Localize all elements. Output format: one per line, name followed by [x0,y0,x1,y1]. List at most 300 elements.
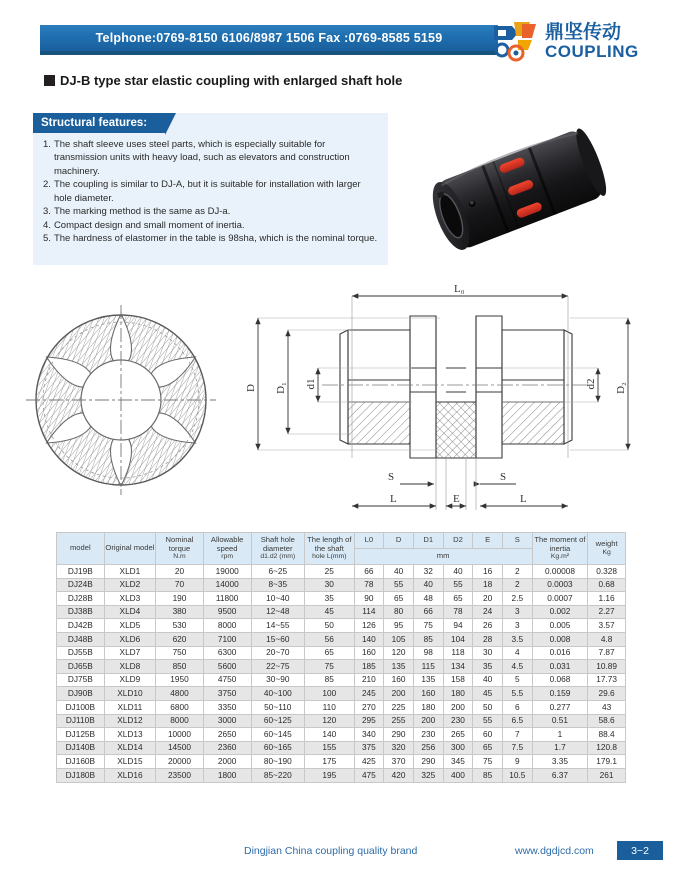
table-cell-d2: 200 [443,700,473,714]
table-cell-d: 370 [384,755,414,769]
col-header-nominal-torque-unit: N.m [173,553,186,561]
table-cell-d1: 180 [413,700,443,714]
table-cell-nominal-torque: 380 [156,605,204,619]
table-cell-shaft-hole-diameter: 60~165 [251,741,305,755]
table-cell-s: 5.5 [502,687,532,701]
table-cell-d2: 230 [443,714,473,728]
table-cell-d2: 158 [443,673,473,687]
table-cell-original-model: XLD6 [104,632,156,646]
table-cell-weight: 10.89 [588,660,626,674]
logo-english-text: COUPLING [545,41,639,61]
table-cell-the-moment-of-inertia: 0.00008 [532,565,588,579]
table-header [57,533,626,565]
table-cell-original-model: XLD14 [104,741,156,755]
table-cell-e: 65 [473,741,503,755]
table-cell-e: 55 [473,714,503,728]
table-cell-d1: 66 [413,605,443,619]
table-cell-weight: 4.8 [588,632,626,646]
table-cell-nominal-torque: 1950 [156,673,204,687]
table-cell-the-moment-of-inertia: 1.7 [532,741,588,755]
table-cell-e: 28 [473,632,503,646]
table-cell-nominal-torque: 6800 [156,700,204,714]
table-cell-s: 9 [502,755,532,769]
table-row [57,741,626,755]
table-cell-d2: 400 [443,768,473,782]
table-cell-allowable-speed: 14000 [203,578,251,592]
table-cell-d1: 85 [413,632,443,646]
table-cell-model: DJ65B [57,660,105,674]
table-cell-the-length-of-the-shaft: 100 [305,687,354,701]
list-item [43,138,378,178]
logo-chinese-text: 鼎坚传动 [545,21,622,43]
table-cell-weight: 2.27 [588,605,626,619]
table-cell-model: DJ125B [57,728,105,742]
table-cell-e: 45 [473,687,503,701]
list-item [43,205,378,218]
table-cell-allowable-speed: 11800 [203,592,251,606]
dimension-label-S-left: S [388,471,395,483]
col-header-nominal-torque [156,533,204,565]
table-row [57,565,626,579]
table-cell-nominal-torque: 8000 [156,714,204,728]
col-header-weight-label: weight [595,539,618,549]
table-cell-allowable-speed: 2360 [203,741,251,755]
table-row [57,768,626,782]
dimension-label-L0: L₀ [454,283,465,295]
table-cell-l0: 90 [354,592,384,606]
list-item [43,178,378,205]
table-cell-l0: 126 [354,619,384,633]
table-cell-the-length-of-the-shaft: 50 [305,619,354,633]
table-cell-nominal-torque: 850 [156,660,204,674]
specification-table [56,532,626,783]
page-title-text: DJ-B type star elastic coupling with enlarged shaft hole [60,73,403,88]
table-cell-model: DJ42B [57,619,105,633]
table-cell-the-moment-of-inertia: 0.277 [532,700,588,714]
col-header-L0: L0 [354,533,384,549]
list-item-number: 1. [43,139,51,150]
list-item-text: The marking method is the same as DJ-a. [53,206,231,218]
dimension-label-D1: D₁ [275,382,287,394]
table-cell-s: 7 [502,728,532,742]
col-header-D: D [384,533,414,549]
table-header-row-1 [57,533,626,549]
table-cell-model: DJ19B [57,565,105,579]
table-cell-the-moment-of-inertia: 0.0007 [532,592,588,606]
table-cell-model: DJ48B [57,632,105,646]
table-cell-d2: 265 [443,728,473,742]
table-cell-s: 2.5 [502,592,532,606]
star-elastomer-front-view-drawing [12,292,230,508]
table-cell-allowable-speed: 2000 [203,755,251,769]
col-header-shaft-hole-length-label: The length of the shaft [307,535,352,553]
table-cell-nominal-torque: 20000 [156,755,204,769]
table-row [57,605,626,619]
table-cell-model: DJ100B [57,700,105,714]
col-header-D1: D1 [413,533,443,549]
list-item-number: 2. [43,179,51,191]
table-cell-e: 26 [473,619,503,633]
table-cell-shaft-hole-diameter: 60~145 [251,728,305,742]
table-cell-d1: 40 [413,578,443,592]
table-cell-the-length-of-the-shaft: 85 [305,673,354,687]
table-cell-s: 3 [502,619,532,633]
table-cell-original-model: XLD4 [104,605,156,619]
table-cell-shaft-hole-diameter: 50~110 [251,700,305,714]
table-cell-d: 65 [384,592,414,606]
table-cell-d1: 325 [413,768,443,782]
table-row [57,673,626,687]
table-row [57,619,626,633]
table-cell-e: 20 [473,592,503,606]
table-cell-the-length-of-the-shaft: 25 [305,565,354,579]
table-row [57,660,626,674]
table-cell-d: 40 [384,565,414,579]
table-cell-s: 10.5 [502,768,532,782]
table-cell-weight: 29.6 [588,687,626,701]
table-cell-shaft-hole-diameter: 14~55 [251,619,305,633]
table-cell-allowable-speed: 1800 [203,768,251,782]
table-cell-model: DJ38B [57,605,105,619]
table-cell-original-model: XLD16 [104,768,156,782]
table-cell-the-moment-of-inertia: 0.068 [532,673,588,687]
table-cell-the-length-of-the-shaft: 75 [305,660,354,674]
dimension-label-D: D [245,384,257,392]
table-cell-d1: 75 [413,619,443,633]
table-cell-weight: 0.328 [588,565,626,579]
table-cell-d: 120 [384,646,414,660]
table-cell-model: DJ55B [57,646,105,660]
table-cell-d: 255 [384,714,414,728]
contact-header-bar [40,25,498,55]
table-cell-the-length-of-the-shaft: 65 [305,646,354,660]
list-item [43,232,378,245]
table-cell-the-length-of-the-shaft: 110 [305,700,354,714]
table-cell-d2: 180 [443,687,473,701]
table-cell-s: 2 [502,578,532,592]
table-cell-allowable-speed: 6300 [203,646,251,660]
list-item [43,219,378,232]
cross-section-dimension-drawing [240,272,680,520]
table-cell-nominal-torque: 750 [156,646,204,660]
table-cell-d: 200 [384,687,414,701]
table-cell-allowable-speed: 3350 [203,700,251,714]
table-body [57,565,626,783]
col-header-moment-of-inertia-unit: Kg.m² [550,553,570,561]
col-header-original-model: Original model [104,533,156,565]
table-cell-d2: 78 [443,605,473,619]
table-cell-nominal-torque: 10000 [156,728,204,742]
table-cell-allowable-speed: 7100 [203,632,251,646]
table-cell-nominal-torque: 23500 [156,768,204,782]
table-cell-allowable-speed: 5600 [203,660,251,674]
col-header-model: model [57,533,105,565]
table-cell-original-model: XLD12 [104,714,156,728]
col-header-moment-of-inertia [532,533,588,565]
table-cell-l0: 210 [354,673,384,687]
table-cell-shaft-hole-diameter: 8~35 [251,578,305,592]
table-cell-d: 420 [384,768,414,782]
table-cell-the-moment-of-inertia: 1 [532,728,588,742]
list-item-number: 3. [43,206,51,218]
col-header-shaft-hole-length [305,533,354,565]
table-cell-e: 50 [473,700,503,714]
structural-features-heading: Structural features: [33,113,165,133]
table-cell-allowable-speed: 19000 [203,565,251,579]
table-cell-d2: 104 [443,632,473,646]
list-item-number: 4. [43,219,51,231]
table-cell-l0: 475 [354,768,384,782]
table-cell-l0: 140 [354,632,384,646]
col-header-mm-span: mm [354,549,532,565]
list-item-number: 5. [43,233,51,245]
table-cell-d: 290 [384,728,414,742]
table-cell-d1: 115 [413,660,443,674]
table-cell-d: 80 [384,605,414,619]
table-cell-e: 35 [473,660,503,674]
table-cell-shaft-hole-diameter: 20~70 [251,646,305,660]
structural-features-list [33,133,388,246]
table-cell-the-length-of-the-shaft: 155 [305,741,354,755]
table-cell-s: 6.5 [502,714,532,728]
table-cell-weight: 43 [588,700,626,714]
table-cell-l0: 295 [354,714,384,728]
table-cell-the-length-of-the-shaft: 195 [305,768,354,782]
table-row [57,646,626,660]
table-cell-the-moment-of-inertia: 6.37 [532,768,588,782]
table-cell-d1: 48 [413,592,443,606]
table-cell-allowable-speed: 8000 [203,619,251,633]
table-row [57,755,626,769]
table-cell-weight: 88.4 [588,728,626,742]
table-cell-d: 320 [384,741,414,755]
table-cell-the-moment-of-inertia: 0.031 [532,660,588,674]
table-cell-original-model: XLD8 [104,660,156,674]
dimension-label-D2: D₂ [615,382,627,394]
table-cell-l0: 425 [354,755,384,769]
dimension-label-L-left: L [390,493,397,505]
table-cell-shaft-hole-diameter: 80~190 [251,755,305,769]
table-cell-original-model: XLD9 [104,673,156,687]
table-cell-nominal-torque: 20 [156,565,204,579]
table-cell-allowable-speed: 4750 [203,673,251,687]
table-cell-s: 4 [502,646,532,660]
table-cell-weight: 17.73 [588,673,626,687]
table-cell-d2: 55 [443,578,473,592]
col-header-shaft-hole-diameter-label: Shaft hole diameter [260,535,295,553]
table-cell-the-length-of-the-shaft: 140 [305,728,354,742]
table-cell-l0: 185 [354,660,384,674]
table-cell-the-moment-of-inertia: 0.016 [532,646,588,660]
table-cell-s: 7.5 [502,741,532,755]
table-cell-e: 60 [473,728,503,742]
table-cell-model: DJ140B [57,741,105,755]
table-cell-nominal-torque: 530 [156,619,204,633]
structural-features-panel [33,113,388,265]
table-cell-d1: 98 [413,646,443,660]
table-row [57,578,626,592]
table-cell-s: 4.5 [502,660,532,674]
table-row [57,687,626,701]
table-cell-l0: 340 [354,728,384,742]
table-cell-e: 85 [473,768,503,782]
table-cell-the-moment-of-inertia: 0.51 [532,714,588,728]
table-row [57,714,626,728]
table-cell-original-model: XLD11 [104,700,156,714]
table-cell-the-moment-of-inertia: 0.008 [532,632,588,646]
table-row [57,728,626,742]
table-cell-d1: 32 [413,565,443,579]
table-cell-shaft-hole-diameter: 85~220 [251,768,305,782]
table-cell-weight: 0.68 [588,578,626,592]
table-cell-d: 225 [384,700,414,714]
table-row [57,632,626,646]
table-cell-e: 16 [473,565,503,579]
table-cell-weight: 1.16 [588,592,626,606]
table-cell-model: DJ110B [57,714,105,728]
table-cell-d2: 94 [443,619,473,633]
table-cell-nominal-torque: 70 [156,578,204,592]
table-cell-s: 3 [502,605,532,619]
col-header-allowable-speed-label: Allowable speed [210,535,244,553]
table-cell-d1: 256 [413,741,443,755]
product-photo-coupling [408,122,640,254]
table-cell-the-length-of-the-shaft: 120 [305,714,354,728]
table-cell-original-model: XLD3 [104,592,156,606]
col-header-S: S [502,533,532,549]
table-cell-weight: 261 [588,768,626,782]
table-cell-d: 95 [384,619,414,633]
table-cell-model: DJ160B [57,755,105,769]
table-cell-s: 5 [502,673,532,687]
table-cell-shaft-hole-diameter: 60~125 [251,714,305,728]
table-cell-original-model: XLD2 [104,578,156,592]
table-cell-nominal-torque: 620 [156,632,204,646]
company-logo [492,18,678,64]
table-cell-e: 30 [473,646,503,660]
table-cell-e: 24 [473,605,503,619]
table-cell-shaft-hole-diameter: 30~90 [251,673,305,687]
col-header-shaft-hole-diameter [251,533,305,565]
table-cell-l0: 245 [354,687,384,701]
table-cell-original-model: XLD1 [104,565,156,579]
table-cell-d2: 118 [443,646,473,660]
table-cell-nominal-torque: 4800 [156,687,204,701]
col-header-E: E [473,533,503,549]
dimension-label-E: E [453,493,460,505]
dimension-label-d1: d1 [305,378,317,390]
table-cell-e: 40 [473,673,503,687]
footer-brand-text: Dingjian China coupling quality brand [244,845,418,857]
table-cell-original-model: XLD7 [104,646,156,660]
table-cell-the-length-of-the-shaft: 56 [305,632,354,646]
table-cell-weight: 120.8 [588,741,626,755]
gear-coupling-logo-icon [492,20,540,62]
dimension-label-d2: d2 [585,378,597,390]
phone-fax-text: Telphone:0769-8150 6106/8987 1506 Fax :0769-8585 5159 [95,31,443,45]
table-cell-the-length-of-the-shaft: 175 [305,755,354,769]
table-cell-weight: 3.57 [588,619,626,633]
table-cell-l0: 66 [354,565,384,579]
table-cell-original-model: XLD15 [104,755,156,769]
table-row [57,700,626,714]
table-cell-the-moment-of-inertia: 0.005 [532,619,588,633]
table-cell-the-length-of-the-shaft: 35 [305,592,354,606]
col-header-shaft-hole-length-unit: hole L(mm) [312,553,347,561]
table-cell-original-model: XLD13 [104,728,156,742]
table-cell-d2: 134 [443,660,473,674]
table-cell-model: DJ75B [57,673,105,687]
table-cell-original-model: XLD10 [104,687,156,701]
table-cell-l0: 78 [354,578,384,592]
dimension-label-S-right: S [500,471,507,483]
table-cell-e: 18 [473,578,503,592]
table-cell-shaft-hole-diameter: 10~40 [251,592,305,606]
table-cell-allowable-speed: 3000 [203,714,251,728]
table-cell-d1: 230 [413,728,443,742]
table-cell-weight: 7.87 [588,646,626,660]
table-cell-s: 3.5 [502,632,532,646]
table-cell-d1: 200 [413,714,443,728]
table-cell-d: 135 [384,660,414,674]
table-cell-weight: 58.6 [588,714,626,728]
table-cell-l0: 114 [354,605,384,619]
table-cell-d: 55 [384,578,414,592]
table-cell-original-model: XLD5 [104,619,156,633]
table-cell-nominal-torque: 14500 [156,741,204,755]
table-cell-the-moment-of-inertia: 0.159 [532,687,588,701]
table-cell-d1: 290 [413,755,443,769]
col-header-allowable-speed-unit: rpm [221,553,234,561]
table-cell-shaft-hole-diameter: 22~75 [251,660,305,674]
footer-divider [0,830,680,831]
dimension-label-L-right: L [520,493,527,505]
table-cell-shaft-hole-diameter: 12~48 [251,605,305,619]
list-item-text: The shaft sleeve uses steel parts, which is especially suitable for transmission units with heavy load, such as elevators and construction machinery. [53,139,350,177]
table-cell-d: 105 [384,632,414,646]
table-cell-the-moment-of-inertia: 3.35 [532,755,588,769]
col-header-nominal-torque-label: Nominal torque [165,535,194,553]
col-header-shaft-hole-diameter-unit: d1.d2 (mm) [260,553,296,561]
table-cell-s: 2 [502,565,532,579]
table-cell-d2: 40 [443,565,473,579]
table-cell-shaft-hole-diameter: 40~100 [251,687,305,701]
table-cell-the-moment-of-inertia: 0.002 [532,605,588,619]
table-cell-s: 6 [502,700,532,714]
list-item-text: The hardness of elastomer in the table is 98sha, which is the nominal torque. [53,233,378,245]
table-cell-model: DJ28B [57,592,105,606]
table-cell-d2: 300 [443,741,473,755]
table-cell-model: DJ90B [57,687,105,701]
table-cell-model: DJ180B [57,768,105,782]
table-cell-e: 75 [473,755,503,769]
table-cell-d: 160 [384,673,414,687]
table-cell-the-length-of-the-shaft: 30 [305,578,354,592]
table-cell-shaft-hole-diameter: 15~60 [251,632,305,646]
table-cell-d1: 135 [413,673,443,687]
list-item-text: The coupling is similar to DJ-A, but it is suitable for installation with larger hole diameter. [53,179,361,204]
footer-website-url[interactable]: www.dgdjcd.com [515,845,594,857]
table-cell-weight: 179.1 [588,755,626,769]
square-bullet-icon [44,75,55,86]
table-row [57,592,626,606]
table-cell-allowable-speed: 2650 [203,728,251,742]
table-cell-d1: 160 [413,687,443,701]
col-header-weight-unit: Kg [602,548,611,556]
list-item-text: Compact design and small moment of inertia. [53,219,245,231]
table-cell-l0: 160 [354,646,384,660]
table-cell-allowable-speed: 9500 [203,605,251,619]
